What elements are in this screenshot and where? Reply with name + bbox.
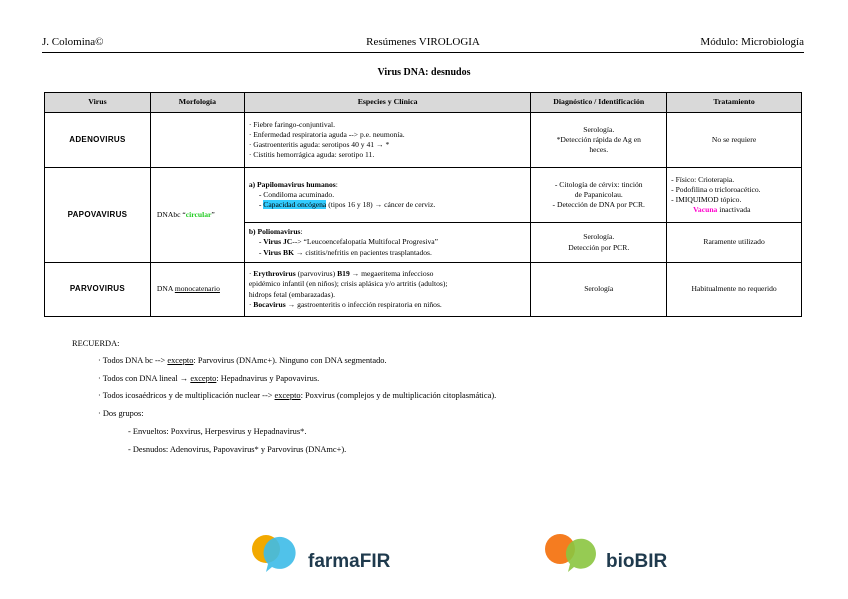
oncogena-highlight: Capacidad oncógena xyxy=(263,200,327,210)
clinic-line: · Erythrovirus (parvovirus) B19 → megaeritema infeccioso xyxy=(248,269,434,278)
diagnostico-cell xyxy=(531,168,667,223)
diagnostico-cell xyxy=(531,113,667,168)
item-text: · Todos con DNA lineal → xyxy=(98,374,191,383)
polioma-title: b) Poliomavirus xyxy=(248,227,301,237)
recuerda-subitem: - Desnudos: Adenovirus, Papovavirus* y Parvovirus (DNAmc+). xyxy=(128,445,347,454)
document-title: Virus DNA: desnudos xyxy=(377,67,471,78)
morph-circular: circular xyxy=(185,209,212,219)
diag-line: de Papanicolau. xyxy=(574,189,623,199)
clinic-line: · Bocavirus → gastroenteritis o infección respiratoria en niños. xyxy=(248,299,442,309)
diag-line: Serología. xyxy=(583,232,615,242)
clinic-line: · Enfermedad respiratoria aguda --> p.e. neumonía. xyxy=(248,129,405,139)
clinica-cell xyxy=(244,263,531,317)
bocavirus: Bocavirus xyxy=(253,299,286,309)
diagnostico-cell xyxy=(531,223,667,263)
table-row-papovavirus-papiloma xyxy=(45,168,802,223)
item-text: : Hepadnavirus y Papovavirus. xyxy=(216,374,320,383)
diag-line: Detección por PCR. xyxy=(568,242,630,252)
virus-name: PAPOVAVIRUS xyxy=(45,168,151,263)
morph-monocatenario: monocatenario xyxy=(174,284,220,294)
header-author: J. Colomina© xyxy=(42,36,104,48)
treat-line xyxy=(671,205,797,215)
table-row-parvovirus xyxy=(45,263,802,317)
diag-line: - Detección de DNA por PCR. xyxy=(552,200,645,210)
biobir-logo xyxy=(542,531,682,573)
excepto: excepto xyxy=(167,356,194,365)
header-module: Módulo: Microbiología xyxy=(700,36,804,48)
col-diagnostico: Diagnóstico / Identificación xyxy=(531,93,667,113)
farmafir-bubbles-icon xyxy=(250,531,306,573)
treat-line: - Físico: Crioterapia. xyxy=(671,174,735,184)
col-especies: Especies y Clínica xyxy=(244,93,531,113)
item-text: · Todos icosaédricos y de multiplicación nuclear --> xyxy=(98,391,275,400)
virus-jc: Virus JC xyxy=(263,237,293,247)
clinic-line: - Condiloma acuminado. xyxy=(258,189,335,199)
col-morfologia: Morfología xyxy=(150,93,244,113)
biobir-bubbles-icon xyxy=(542,531,606,573)
virus-name: ADENOVIRUS xyxy=(45,113,151,168)
col-tratamiento: Tratamiento xyxy=(667,93,802,113)
clinic-rest: → gastroenteritis o infección respiratoria en niños. xyxy=(285,299,442,309)
vacuna-label: Vacuna xyxy=(693,205,718,215)
clinic-line: - Virus JC--> “Leucoencefalopatía Multifocal Progresiva” xyxy=(258,237,439,247)
farmafir-logo xyxy=(250,531,400,573)
diag-line: *Detección rápida de Ag en xyxy=(556,134,641,144)
item-text: : Poxvirus (complejos y de multiplicación citoplasmática). xyxy=(300,391,497,400)
virus-bk: Virus BK xyxy=(263,247,294,257)
clinic-line: · Gastroenteritis aguda: serotipos 40 y 41 → * xyxy=(248,140,390,149)
treat-rest: inactivada xyxy=(717,205,751,215)
recuerda-item: · Dos grupos: xyxy=(98,409,144,418)
recuerda-title: RECUERDA: xyxy=(72,339,120,348)
tratamiento-cell: No se requiere xyxy=(667,113,802,168)
colon: : xyxy=(300,227,303,237)
item-text: : Parvovirus (DNAmc+). Ninguno con DNA segmentado. xyxy=(193,356,387,365)
farmafir-text: farmaFIR xyxy=(308,551,391,572)
clinic-line: · Cistitis hemorrágica aguda: serotipo 11. xyxy=(248,150,375,160)
header-title: Resúmenes VIROLOGIA xyxy=(366,36,480,48)
diag-line: Serología. xyxy=(583,124,615,134)
recuerda-item xyxy=(98,391,496,400)
clinic-rest: → megaeritema infeccioso xyxy=(349,269,434,278)
tratamiento-cell: Habitualmente no requerido xyxy=(667,263,802,317)
colon: : xyxy=(335,179,338,189)
clinic-rest: → cistitis/nefritis en pacientes trasplantados. xyxy=(293,247,432,257)
morfologia-cell xyxy=(150,263,244,317)
clinic-line: · Fiebre faringo-conjuntival. xyxy=(248,119,336,129)
recuerda-subitem: - Envueltos: Poxvirus, Herpesvirus y Hepadnavirus*. xyxy=(128,427,307,436)
excepto: excepto xyxy=(274,391,301,400)
clinic-line xyxy=(249,200,527,210)
item-text: · Todos DNA bc --> xyxy=(98,356,168,365)
col-virus: Virus xyxy=(45,93,151,113)
table-header-row xyxy=(45,93,802,113)
page-header xyxy=(42,36,804,52)
clinic-rest: (parvovirus) xyxy=(295,269,338,278)
clinic-rest: (tipos 16 y 18) → cáncer de cerviz. xyxy=(326,200,436,210)
clinica-cell xyxy=(244,113,531,168)
table-row-adenovirus xyxy=(45,113,802,168)
virus-name: PARVOVIRUS xyxy=(45,263,151,317)
treat-line: - IMIQUIMOD tópico. xyxy=(671,195,742,204)
header-divider xyxy=(42,52,804,53)
erythrovirus: Erythrovirus xyxy=(253,269,296,278)
excepto: excepto xyxy=(190,374,217,383)
diag-line: - Citología de cérvix: tinción xyxy=(554,179,643,189)
recuerda-item xyxy=(98,356,387,365)
tratamiento-cell xyxy=(667,168,802,223)
clinic-line: - Virus BK → cistitis/nefritis en pacientes trasplantados. xyxy=(258,247,432,257)
clinic-line: epidémico infantil (en niños); crisis aplásica y/o artritis (adultos); xyxy=(248,279,448,289)
morph-text: DNAbc “ xyxy=(156,209,186,219)
dash: - xyxy=(258,200,264,210)
clinic-line: hidrops fetal (embarazadas). xyxy=(248,289,336,299)
diag-line: heces. xyxy=(589,145,609,155)
recuerda-item xyxy=(98,374,319,383)
tratamiento-cell: Raramente utilizado xyxy=(667,223,802,263)
morph-text: DNA xyxy=(156,284,175,294)
diagnostico-cell: Serología xyxy=(531,263,667,317)
clinic-rest: --> “Leucoencefalopatía Multifocal Progresiva” xyxy=(292,237,439,247)
morfologia-cell xyxy=(150,113,244,168)
clinica-cell xyxy=(244,168,531,223)
treat-line: - Podofilina o tricloroacético. xyxy=(671,184,761,194)
morph-text: ” xyxy=(211,209,215,219)
biobir-text: bioBIR xyxy=(606,551,668,572)
morfologia-cell xyxy=(150,168,244,263)
clinica-cell xyxy=(244,223,531,263)
virus-table xyxy=(44,92,802,317)
b19: B19 xyxy=(337,269,350,278)
papiloma-title: a) Papilomavirus humanos xyxy=(248,179,336,189)
